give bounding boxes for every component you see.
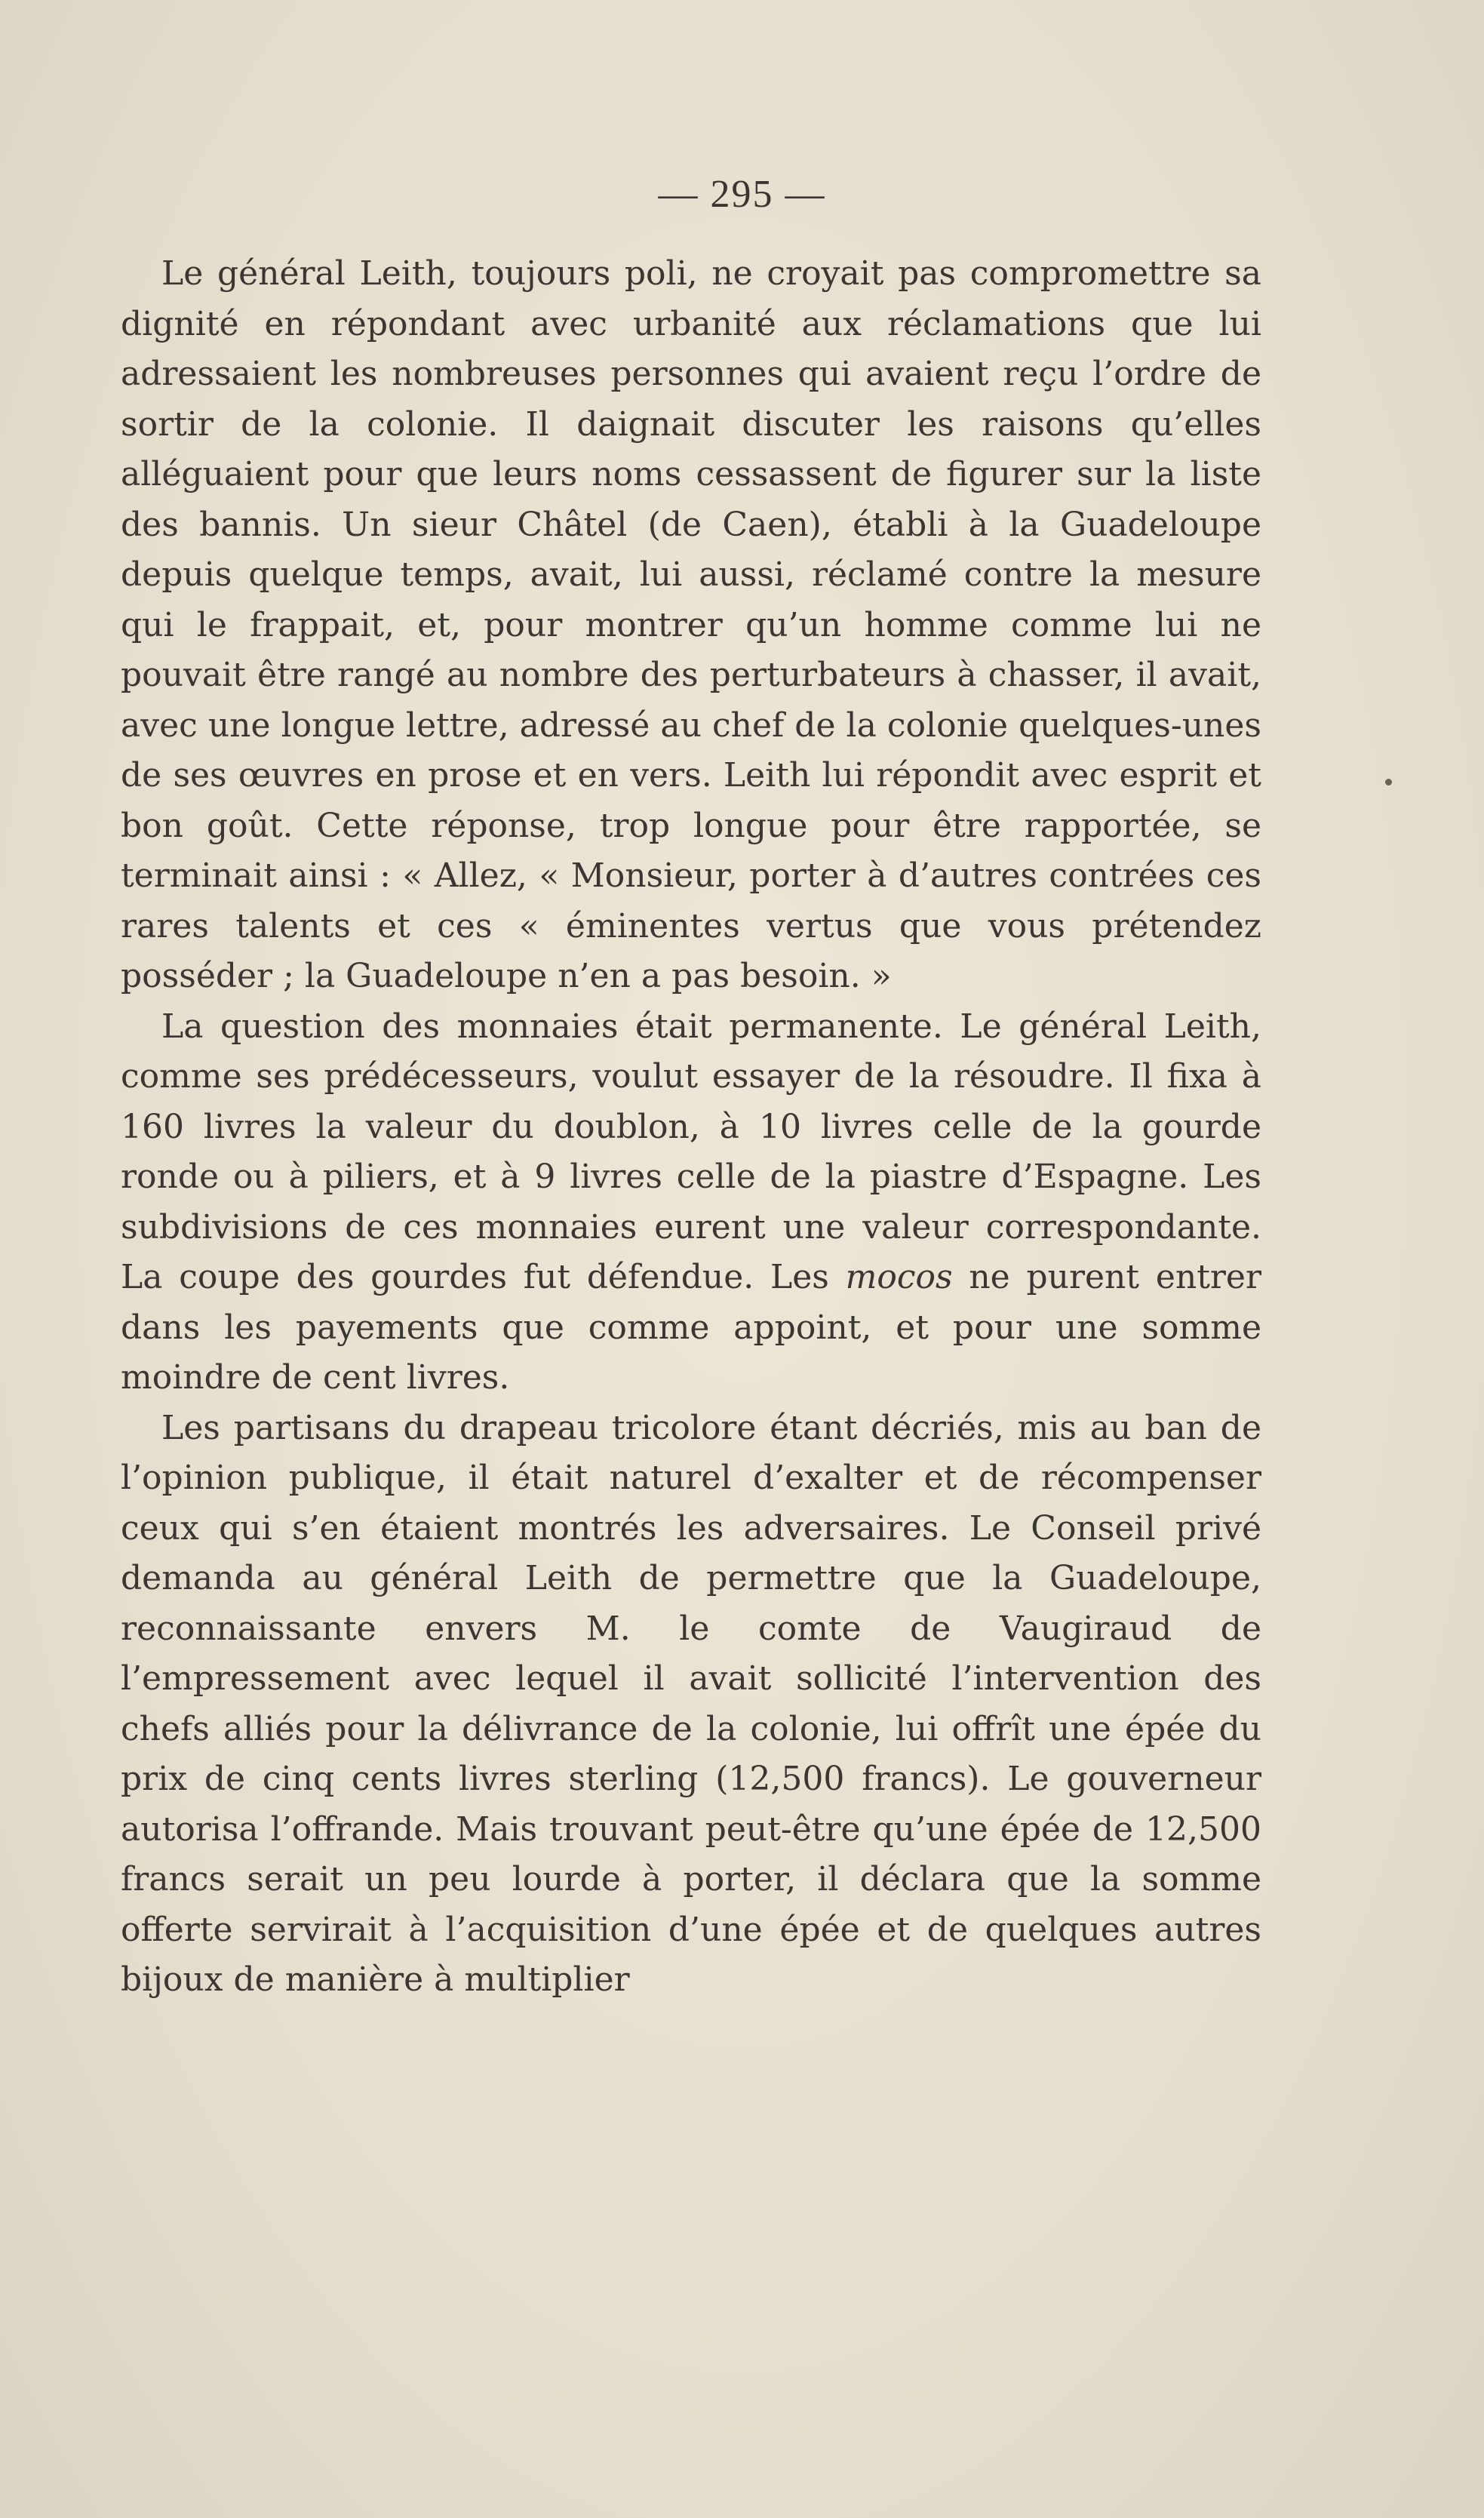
body-text xyxy=(121,249,1261,2006)
paper-speck xyxy=(1385,779,1392,786)
paragraph-currency-text-after: ne purent entrer dans les payements que comme appoint, et pour une somme moindre de cent livres. xyxy=(121,1258,1261,1397)
paragraph-currency-text-before: La question des monnaies était permanente. Le général Leith, comme ses prédécesseurs, voulut essayer de la résoudre. Il fixa à 160 livres la valeur du doublon, à 10 livres celle de la gourde ronde ou à piliers, et à 9 livres celle de la piastre d’Espagne. Les subdivisions de ces monnaies eurent une valeur correspondante. La coupe des gourdes fut défendue. Les xyxy=(121,1007,1261,1296)
paragraph-sword-offering: Les partisans du drapeau tricolore étant décriés, mis au ban de l’opinion publique, il était naturel d’exalter et de récompenser ceux qui s’en étaient montrés les adversaires. Le Conseil privé demanda au général Leith de permettre que la Guadeloupe, reconnaissante envers M. le comte de Vaugiraud de l’empressement avec lequel il avait sollicité l’intervention des chefs alliés pour la délivrance de la colonie, lui offrît une épée du prix de cinq cents livres sterling (12,500 francs). Le gouverneur autorisa l’offrande. Mais trouvant peut-être qu’une épée de 12,500 francs serait un peu lourde à porter, il déclara que la somme offerte servirait à l’acquisition d’une épée et de quelques autres bijoux de manière à multiplier xyxy=(121,1408,1261,1999)
paragraph-leith-replies: Le général Leith, toujours poli, ne croyait pas compromettre sa dignité en répondant avec urbanité aux réclamations que lui adressaient les nombreuses personnes qui avaient reçu l’ordre de sortir de la colonie. Il daignait discuter les raisons qu’elles alléguaient pour que leurs noms cessassent de figurer sur la liste des bannis. Un sieur Châtel (de Caen), établi à la Guadeloupe depuis quelque temps, avait, lui aussi, réclamé contre la mesure qui le frappait, et, pour montrer qu’un homme comme lui ne pouvait être rangé au nombre des perturbateurs à chasser, il avait, avec une longue lettre, adressé au chef de la colonie quelques-unes de ses œuvres en prose et en vers. Leith lui répondit avec esprit et bon goût. Cette réponse, trop longue pour être rapportée, se terminait ainsi : « Allez, « Monsieur, porter à d’autres contrées ces rares talents et ces « éminentes vertus que vous prétendez posséder ; la Guadeloupe n’en a pas besoin. » xyxy=(121,254,1261,995)
term-mocos: mocos xyxy=(845,1258,953,1296)
page-number: — 295 — xyxy=(658,173,826,216)
paragraph-currency-question xyxy=(121,1002,1261,1404)
